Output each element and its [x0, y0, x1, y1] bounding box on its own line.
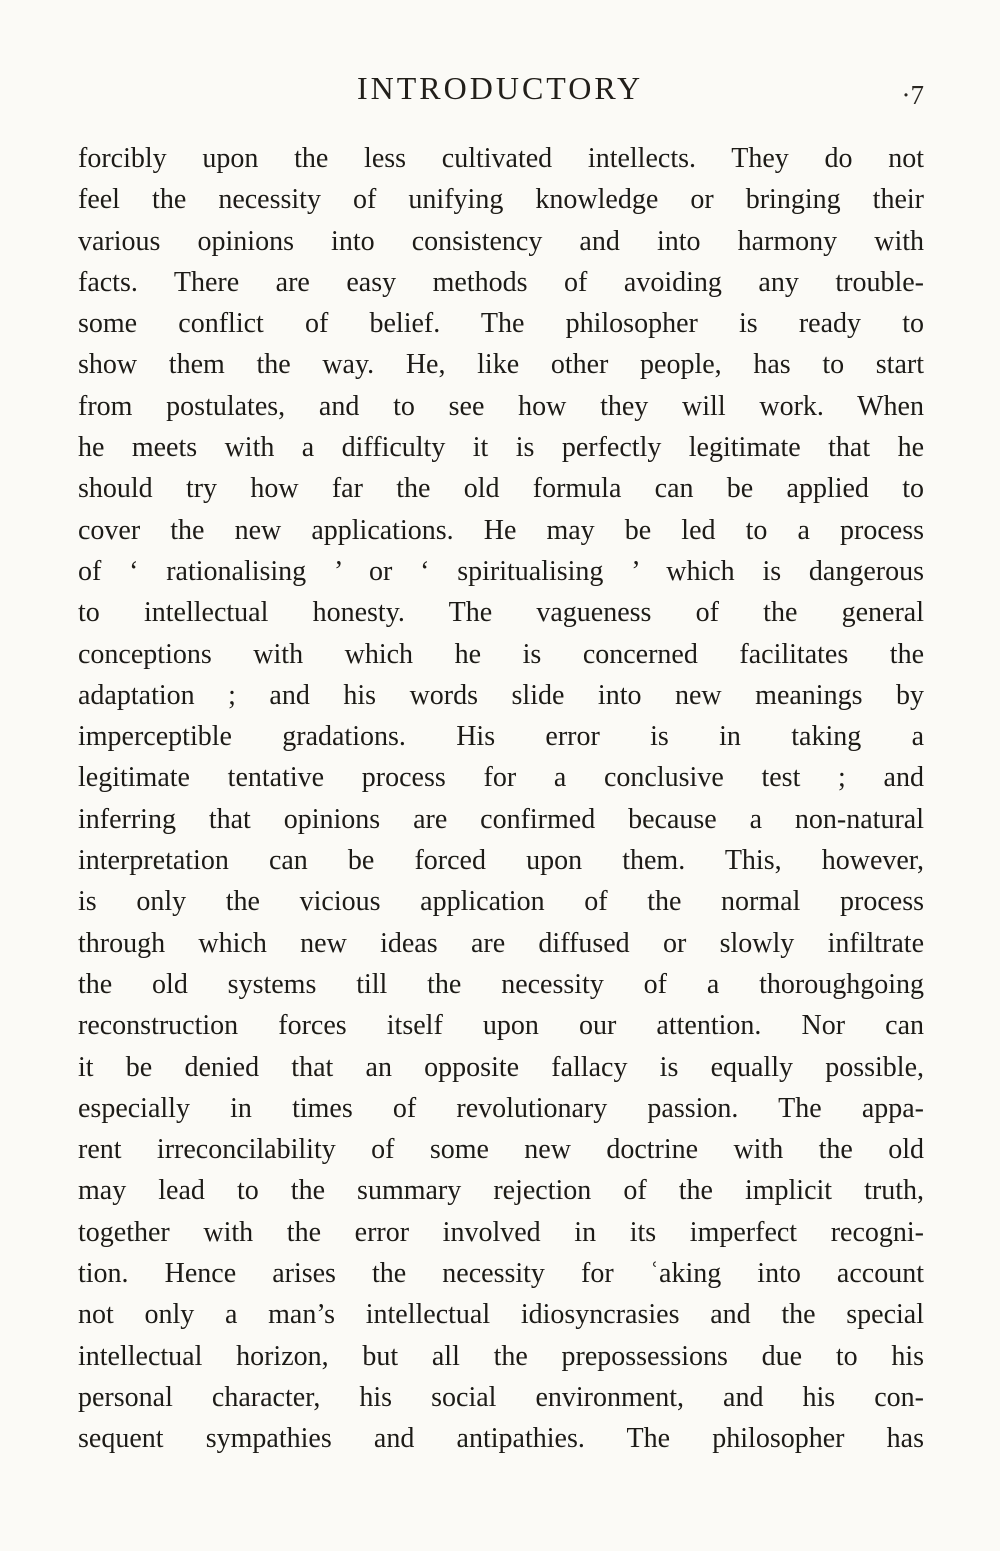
text-line: through which new ideas are diffused or slowly infiltrate	[78, 927, 924, 959]
page-number: ·7	[901, 80, 924, 110]
text-line: inferring that opinions are confirmed because a non-natural	[78, 803, 924, 835]
text-line: the old systems till the necessity of a thoroughgoing	[78, 968, 924, 1000]
text-line: not only a man’s intellectual idiosyncrasies and the special	[78, 1299, 924, 1331]
text-line: cover the new applications. He may be led to a process	[78, 514, 924, 546]
text-line: intellectual horizon, but all the prepossessions due to his	[78, 1340, 924, 1372]
text-line: sequent sympathies and antipathies. The philosopher has	[78, 1423, 924, 1455]
text-line: legitimate tentative process for a conclusive test ; and	[78, 762, 924, 794]
text-line: interpretation can be forced upon them. This, however,	[78, 845, 924, 877]
text-line: of ‘ rationalising ’ or ‘ spiritualising ’ which is dangerous	[78, 555, 924, 587]
text-line: facts. There are easy methods of avoiding any trouble-	[78, 266, 924, 298]
text-line: he meets with a difficulty it is perfectly legitimate that he	[78, 432, 924, 464]
text-line: rent irreconcilability of some new doctrine with the old	[78, 1134, 924, 1166]
text-line: conceptions with which he is concerned facilitates the	[78, 638, 924, 670]
text-line: to intellectual honesty. The vagueness of the general	[78, 597, 924, 629]
text-line: show them the way. He, like other people, has to start	[78, 349, 924, 381]
text-line: adaptation ; and his words slide into new meanings by	[78, 679, 924, 711]
body-text	[78, 138, 924, 1460]
text-line: reconstruction forces itself upon our attention. Nor can	[78, 1010, 924, 1042]
text-line: is only the vicious application of the normal process	[78, 886, 924, 918]
text-line: forcibly upon the less cultivated intellects. They do not	[78, 143, 924, 174]
text-line: it be denied that an opposite fallacy is equally possible,	[78, 1051, 924, 1083]
text-line: imperceptible gradations. His error is in taking a	[78, 721, 924, 753]
page-header	[0, 70, 1000, 114]
text-line: may lead to the summary rejection of the implicit truth,	[78, 1175, 924, 1207]
text-line: tion. Hence arises the necessity for ʿaking into account	[78, 1258, 924, 1290]
text-line: should try how far the old formula can be applied to	[78, 473, 924, 505]
running-title: INTRODUCTORY	[356, 70, 644, 106]
text-line: from postulates, and to see how they will work. When	[78, 390, 924, 422]
text-line: personal character, his social environment, and his con-	[78, 1381, 924, 1413]
text-line: some conflict of belief. The philosopher is ready to	[78, 308, 924, 340]
text-line: especially in times of revolutionary passion. The appa-	[78, 1092, 924, 1124]
text-line: together with the error involved in its imperfect recogni-	[78, 1216, 924, 1248]
text-line: feel the necessity of unifying knowledge or bringing their	[78, 184, 924, 216]
text-line: various opinions into consistency and into harmony with	[78, 225, 924, 257]
